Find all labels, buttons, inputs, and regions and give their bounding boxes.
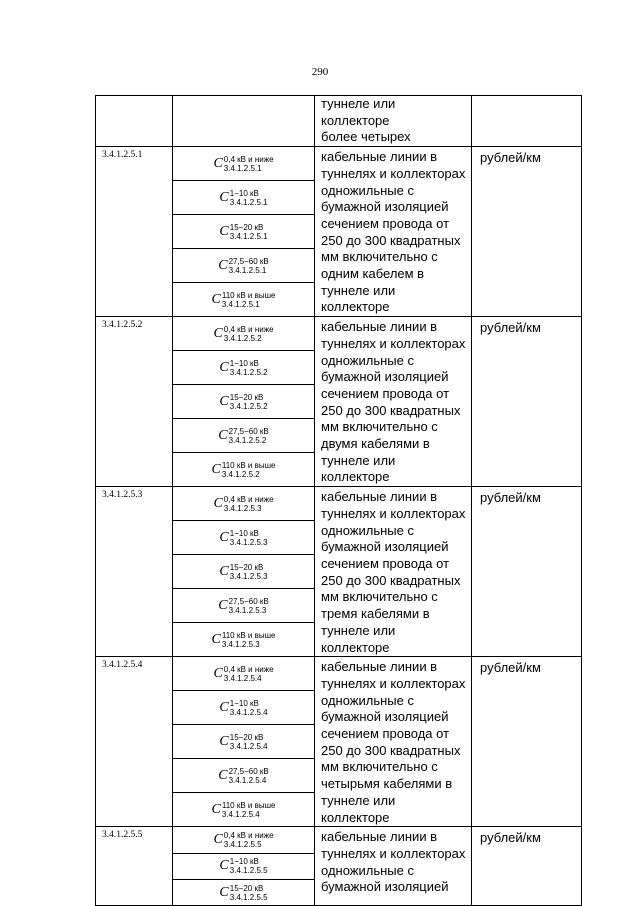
symbol-scripts xyxy=(224,155,274,173)
symbol-letter: C xyxy=(218,597,228,613)
symbol-formula xyxy=(219,699,267,717)
symbol-scripts xyxy=(230,393,268,411)
symbol-superscript: 110 кВ и выше xyxy=(221,290,276,300)
symbol-subscript: 3.4.1.2.5.2 xyxy=(228,435,267,445)
symbol-superscript: 0,4 кВ и ниже xyxy=(223,664,274,674)
symbol-formula xyxy=(212,291,276,309)
description-cell xyxy=(315,657,472,827)
table-row xyxy=(96,657,582,827)
unit-cell xyxy=(472,317,582,487)
unit-label: рублей/км xyxy=(480,830,541,846)
unit-label: рублей/км xyxy=(480,490,541,506)
symbol-subscript: 3.4.1.2.5.3 xyxy=(223,503,262,513)
symbol-scripts xyxy=(222,801,276,819)
unit-cell xyxy=(472,487,582,657)
description-line: мм включительно с xyxy=(321,419,438,435)
symbol-formula xyxy=(218,427,269,445)
voltage-symbol xyxy=(173,759,314,793)
row-code: 3.4.1.2.5.5 xyxy=(102,830,143,841)
description-line: кабельные линии в xyxy=(321,829,438,845)
symbol-letter: C xyxy=(218,427,228,443)
description-text xyxy=(315,147,471,316)
description-line: туннеле или коллекторе xyxy=(321,282,396,315)
voltage-symbol xyxy=(173,880,314,905)
voltage-symbol xyxy=(173,283,314,316)
symbol-letter: C xyxy=(218,257,228,273)
symbol-subscript: 3.4.1.2.5.2 xyxy=(223,333,262,343)
description-line: двумя кабелями в xyxy=(321,436,430,452)
symbol-formula xyxy=(219,359,267,377)
symbol-subscript: 3.4.1.2.5.4 xyxy=(221,809,260,819)
symbol-scripts xyxy=(229,257,269,275)
table-row xyxy=(96,827,582,906)
symbol-subscript: 3.4.1.2.5.5 xyxy=(229,892,268,902)
symbol-subscript: 3.4.1.2.5.5 xyxy=(229,866,268,876)
symbol-letter: C xyxy=(213,665,223,681)
symbol-superscript: 0,4 кВ и ниже xyxy=(223,324,274,334)
symbol-scripts xyxy=(222,461,276,479)
table-row xyxy=(96,487,582,657)
symbol-subscript: 3.4.1.2.5.5 xyxy=(223,839,262,849)
symbol-subscript: 3.4.1.2.5.2 xyxy=(221,469,260,479)
symbol-scripts xyxy=(229,597,269,615)
symbol-scripts xyxy=(230,699,268,717)
description-line: бумажной изоляцией xyxy=(321,879,449,895)
symbol-formula xyxy=(213,831,273,849)
description-line: бумажной изоляцией xyxy=(321,539,449,555)
description-line: сечением провода от xyxy=(321,726,450,742)
symbol-letter: C xyxy=(218,767,228,783)
description-line: кабельные линии в xyxy=(321,149,438,165)
symbol-formula xyxy=(213,665,273,683)
symbol-superscript: 0,4 кВ и ниже xyxy=(223,494,274,504)
symbol-letter: C xyxy=(219,858,229,874)
symbol-cell xyxy=(173,657,315,827)
symbol-superscript: 1−10 кВ xyxy=(229,188,259,198)
page-number: 290 xyxy=(311,66,329,78)
symbol-letter: C xyxy=(219,733,229,749)
voltage-symbol xyxy=(173,419,314,453)
row-code: 3.4.1.2.5.2 xyxy=(102,320,143,331)
symbol-subscript: 3.4.1.2.5.4 xyxy=(228,775,267,785)
unit-label: рублей/км xyxy=(480,320,541,336)
symbol-scripts xyxy=(222,631,276,649)
symbol-scripts xyxy=(224,325,274,343)
symbol-superscript: 0,4 кВ и ниже xyxy=(223,830,274,840)
symbol-superscript: 27,5−60 кВ xyxy=(228,426,269,436)
symbol-cell xyxy=(173,827,315,906)
symbol-formula xyxy=(219,223,267,241)
symbol-letter: C xyxy=(211,801,221,817)
description-line: тремя кабелями в xyxy=(321,606,430,622)
description-line: туннелях и коллекторах xyxy=(321,845,466,861)
description-line: 250 до 300 квадратных xyxy=(321,402,461,418)
voltage-symbol xyxy=(173,351,314,385)
symbol-formula xyxy=(219,733,267,751)
symbol-formula xyxy=(219,884,267,902)
symbol-subscript: 3.4.1.2.5.3 xyxy=(229,537,268,547)
symbol-formula xyxy=(219,189,267,207)
description-line: 250 до 300 квадратных xyxy=(321,232,461,248)
description-line: 250 до 300 квадратных xyxy=(321,572,461,588)
voltage-symbol xyxy=(173,725,314,759)
code-cell xyxy=(96,487,173,657)
symbol-scripts xyxy=(230,359,268,377)
row-code: 3.4.1.2.5.4 xyxy=(102,660,143,671)
voltage-symbol xyxy=(173,215,314,249)
symbol-superscript: 27,5−60 кВ xyxy=(228,256,269,266)
symbol-superscript: 110 кВ и выше xyxy=(221,460,276,470)
symbol-subscript: 3.4.1.2.5.1 xyxy=(229,231,268,241)
voltage-symbol xyxy=(173,487,314,521)
description-line: кабельные линии в xyxy=(321,659,438,675)
voltage-symbol xyxy=(173,691,314,725)
description-line: одножильные с xyxy=(321,352,414,368)
symbol-superscript: 27,5−60 кВ xyxy=(228,596,269,606)
code-cell xyxy=(96,96,173,147)
unit-cell xyxy=(472,827,582,906)
symbol-formula xyxy=(212,801,276,819)
symbol-list xyxy=(173,657,314,826)
symbol-subscript: 3.4.1.2.5.1 xyxy=(229,197,268,207)
symbol-formula xyxy=(212,631,276,649)
description-line: туннелях и коллекторах xyxy=(321,165,466,181)
description-line: сечением провода от xyxy=(321,555,450,571)
symbol-formula xyxy=(213,325,273,343)
symbol-letter: C xyxy=(219,393,229,409)
symbol-scripts xyxy=(229,767,269,785)
voltage-symbol xyxy=(173,827,314,853)
code-cell xyxy=(96,657,173,827)
symbol-scripts xyxy=(230,189,268,207)
description-line: мм включительно с xyxy=(321,759,438,775)
symbol-superscript: 15−20 кВ xyxy=(229,883,264,893)
symbol-formula xyxy=(219,563,267,581)
symbol-superscript: 110 кВ и выше xyxy=(221,800,276,810)
symbol-cell xyxy=(173,96,315,147)
symbol-letter: C xyxy=(219,529,229,545)
symbol-formula xyxy=(213,495,273,513)
symbol-letter: C xyxy=(219,189,229,205)
description-line: одножильные с xyxy=(321,862,414,878)
description-line: кабельные линии в xyxy=(321,489,438,505)
symbol-letter: C xyxy=(219,223,229,239)
table-row xyxy=(96,147,582,317)
row-code: 3.4.1.2.5.1 xyxy=(102,150,143,161)
code-cell xyxy=(96,827,173,906)
code-cell xyxy=(96,147,173,317)
symbol-formula xyxy=(213,155,273,173)
symbol-formula xyxy=(219,393,267,411)
voltage-symbol xyxy=(173,657,314,691)
description-line: туннеле или коллекторе xyxy=(321,96,396,128)
symbol-superscript: 1−10 кВ xyxy=(229,358,259,368)
symbol-subscript: 3.4.1.2.5.3 xyxy=(221,639,260,649)
description-cell xyxy=(315,147,472,317)
voltage-symbol xyxy=(173,555,314,589)
symbol-formula xyxy=(219,529,267,547)
description-line: кабельные линии в xyxy=(321,319,438,335)
symbol-superscript: 15−20 кВ xyxy=(229,732,264,742)
symbol-superscript: 0,4 кВ и ниже xyxy=(223,154,274,164)
description-line: одножильные с xyxy=(321,182,414,198)
symbol-subscript: 3.4.1.2.5.3 xyxy=(228,605,267,615)
symbol-letter: C xyxy=(211,291,221,307)
description-line: одножильные с xyxy=(321,522,414,538)
symbol-subscript: 3.4.1.2.5.1 xyxy=(221,299,260,309)
symbol-superscript: 1−10 кВ xyxy=(229,698,259,708)
symbol-superscript: 110 кВ и выше xyxy=(221,630,276,640)
symbol-scripts xyxy=(224,831,274,849)
description-line: мм включительно с xyxy=(321,249,438,265)
symbol-cell xyxy=(173,147,315,317)
tariff-table xyxy=(95,95,582,906)
description-text xyxy=(315,827,471,896)
description-line: сечением провода от xyxy=(321,385,450,401)
description-line: туннеле или коллекторе xyxy=(321,622,396,655)
symbol-letter: C xyxy=(219,699,229,715)
symbol-letter: C xyxy=(219,359,229,375)
symbol-superscript: 15−20 кВ xyxy=(229,222,264,232)
symbol-letter: C xyxy=(213,495,223,511)
symbol-scripts xyxy=(230,223,268,241)
description-line: туннеле или коллекторе xyxy=(321,792,396,825)
description-text xyxy=(315,487,471,656)
symbol-formula xyxy=(218,767,269,785)
symbol-list xyxy=(173,147,314,316)
symbol-cell xyxy=(173,317,315,487)
symbol-superscript: 1−10 кВ xyxy=(229,528,259,538)
symbol-formula xyxy=(218,257,269,275)
voltage-symbol xyxy=(173,181,314,215)
continuation-row xyxy=(96,96,582,147)
description-line: бумажной изоляцией xyxy=(321,369,449,385)
description-line: туннеле или коллекторе xyxy=(321,452,396,485)
symbol-formula xyxy=(218,597,269,615)
symbol-superscript: 15−20 кВ xyxy=(229,562,264,572)
symbol-scripts xyxy=(222,291,276,309)
symbol-letter: C xyxy=(211,631,221,647)
description-line: более четырех xyxy=(321,129,411,145)
voltage-symbol xyxy=(173,623,314,656)
voltage-symbol xyxy=(173,793,314,826)
description-cell xyxy=(315,317,472,487)
voltage-symbol xyxy=(173,521,314,555)
unit-cell xyxy=(472,657,582,827)
symbol-list xyxy=(173,317,314,486)
description-cell xyxy=(315,827,472,906)
unit-cell xyxy=(472,147,582,317)
symbol-subscript: 3.4.1.2.5.4 xyxy=(223,673,262,683)
voltage-symbol xyxy=(173,147,314,181)
symbol-letter: C xyxy=(219,563,229,579)
code-cell xyxy=(96,317,173,487)
symbol-scripts xyxy=(229,427,269,445)
symbol-superscript: 1−10 кВ xyxy=(229,857,259,867)
symbol-letter: C xyxy=(219,884,229,900)
symbol-scripts xyxy=(224,665,274,683)
unit-label: рублей/км xyxy=(480,150,541,166)
symbol-superscript: 15−20 кВ xyxy=(229,392,264,402)
symbol-superscript: 27,5−60 кВ xyxy=(228,766,269,776)
description-line: мм включительно с xyxy=(321,589,438,605)
symbol-scripts xyxy=(230,563,268,581)
unit-label: рублей/км xyxy=(480,660,541,676)
symbol-cell xyxy=(173,487,315,657)
symbol-scripts xyxy=(224,495,274,513)
description-line: туннелях и коллекторах xyxy=(321,675,466,691)
symbol-subscript: 3.4.1.2.5.1 xyxy=(228,265,267,275)
row-code: 3.4.1.2.5.3 xyxy=(102,490,143,501)
description-cell xyxy=(315,96,472,147)
symbol-list xyxy=(173,487,314,656)
symbol-scripts xyxy=(230,529,268,547)
symbol-scripts xyxy=(230,857,268,875)
symbol-letter: C xyxy=(213,831,223,847)
symbol-subscript: 3.4.1.2.5.2 xyxy=(229,367,268,377)
description-line: бумажной изоляцией xyxy=(321,709,449,725)
unit-cell xyxy=(472,96,582,147)
description-line: туннелях и коллекторах xyxy=(321,505,466,521)
symbol-scripts xyxy=(230,884,268,902)
symbol-scripts xyxy=(230,733,268,751)
table-body xyxy=(96,96,582,906)
description-line: одним кабелем в xyxy=(321,266,425,282)
voltage-symbol xyxy=(173,589,314,623)
description-line: 250 до 300 квадратных xyxy=(321,742,461,758)
symbol-list xyxy=(173,827,314,905)
voltage-symbol xyxy=(173,385,314,419)
symbol-letter: C xyxy=(213,155,223,171)
voltage-symbol xyxy=(173,453,314,486)
description-line: одножильные с xyxy=(321,692,414,708)
description-line: туннелях и коллекторах xyxy=(321,335,466,351)
description-cell xyxy=(315,487,472,657)
description-line: бумажной изоляцией xyxy=(321,199,449,215)
voltage-symbol xyxy=(173,249,314,283)
description-text xyxy=(315,317,471,486)
symbol-subscript: 3.4.1.2.5.4 xyxy=(229,741,268,751)
description-line: четырьмя кабелями в xyxy=(321,776,453,792)
symbol-subscript: 3.4.1.2.5.2 xyxy=(229,401,268,411)
symbol-formula xyxy=(212,461,276,479)
symbol-subscript: 3.4.1.2.5.1 xyxy=(223,163,262,173)
symbol-subscript: 3.4.1.2.5.3 xyxy=(229,571,268,581)
symbol-letter: C xyxy=(213,325,223,341)
voltage-symbol xyxy=(173,317,314,351)
description-line: сечением провода от xyxy=(321,215,450,231)
symbol-subscript: 3.4.1.2.5.4 xyxy=(229,707,268,717)
symbol-formula xyxy=(219,857,267,875)
voltage-symbol xyxy=(173,854,314,880)
symbol-letter: C xyxy=(211,461,221,477)
description-text xyxy=(315,657,471,826)
table-row xyxy=(96,317,582,487)
